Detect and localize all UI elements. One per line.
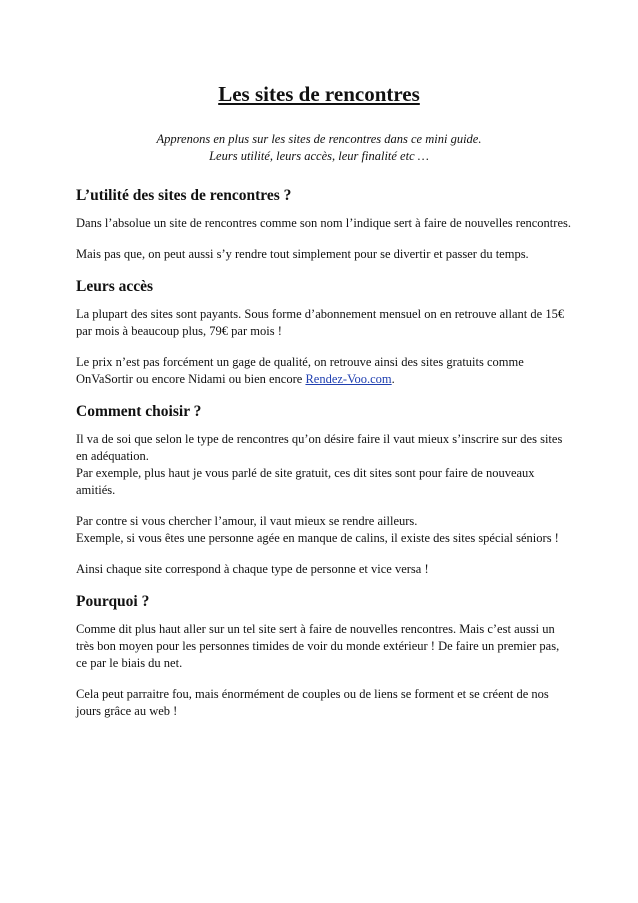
paragraph [76, 513, 572, 547]
section-acces [76, 277, 572, 388]
paragraph-text: Par exemple, plus haut je vous parlé de site gratuit, ces dit sites sont pour faire de nouveaux amitiés. [76, 466, 535, 497]
paragraph [76, 431, 572, 499]
section-heading: Leurs accès [76, 278, 154, 295]
section-heading: Comment choisir ? [76, 403, 202, 420]
paragraph: Mais pas que, on peut aussi s’y rendre tout simplement pour se divertir et passer du temps. [76, 247, 529, 261]
section-comment-choisir [76, 402, 572, 578]
section-heading: Pourquoi ? [76, 593, 150, 610]
section-utilite [76, 186, 572, 263]
paragraph-text: . [391, 372, 395, 386]
subtitle-line: Apprenons en plus sur les sites de rencontres dans ce mini guide. [156, 132, 482, 146]
subtitle-line: Leurs utilité, leurs accès, leur finalité etc … [209, 149, 429, 163]
document-body [76, 186, 572, 734]
paragraph: Comme dit plus haut aller sur un tel site sert à faire de nouvelles rencontres. Mais c’est aussi un très bon moyen pour les personnes timides de voir du monde extérieur ! De faire un premier pas, ce par le biais du net. [76, 622, 560, 670]
paragraph-text: Le prix n’est pas forcément un gage de qualité, on retrouve ainsi des sites gratuits comme OnVaSortir ou encore Nidami ou bien encore [76, 355, 524, 386]
paragraph-text: Par contre si vous chercher l’amour, il vaut mieux se rendre ailleurs. [76, 514, 418, 528]
paragraph: Dans l’absolue un site de rencontres comme son nom l’indique sert à faire de nouvelles rencontres. [76, 216, 571, 230]
section-heading: L’utilité des sites de rencontres ? [76, 187, 292, 204]
page-subtitle [0, 131, 638, 165]
section-pourquoi [76, 592, 572, 720]
rendez-voo-link[interactable]: Rendez-Voo.com [305, 372, 392, 386]
paragraph: Cela peut parraitre fou, mais énormément de couples ou de liens se forment et se créent de nos jours grâce au web ! [76, 687, 549, 718]
paragraph: La plupart des sites sont payants. Sous forme d’abonnement mensuel on en retrouve allant de 15€ par mois à beaucoup plus, 79€ par mois ! [76, 307, 565, 338]
paragraph [76, 354, 572, 388]
paragraph-text: Exemple, si vous êtes une personne agée en manque de calins, il existe des sites spécial séniors ! [76, 531, 559, 545]
paragraph: Ainsi chaque site correspond à chaque type de personne et vice versa ! [76, 562, 429, 576]
paragraph-text: Il va de soi que selon le type de rencontres qu’on désire faire il vaut mieux s’inscrire sur des sites en adéquation. [76, 432, 563, 463]
page-title: Les sites de rencontres [218, 82, 420, 106]
